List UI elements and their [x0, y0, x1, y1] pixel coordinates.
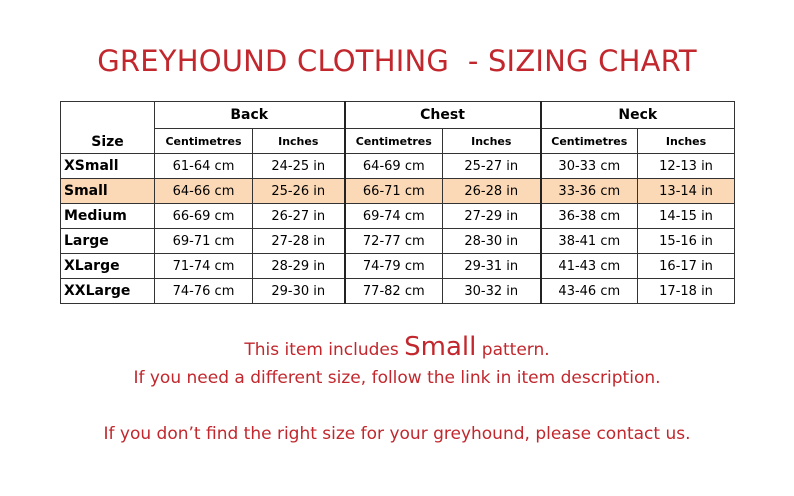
- table-cell: 33-36 cm: [541, 179, 638, 204]
- table-cell: 12-13 in: [638, 154, 735, 179]
- contact-note: If you don’t find the right size for your greyhound, please contact us.: [103, 424, 691, 444]
- table-cell: 77-82 cm: [345, 279, 443, 304]
- table-cell: 43-46 cm: [541, 279, 638, 304]
- table-cell: 29-30 in: [253, 279, 345, 304]
- table-cell: 69-71 cm: [155, 229, 253, 254]
- table-cell: 64-69 cm: [345, 154, 443, 179]
- table-cell: 14-15 in: [638, 204, 735, 229]
- unit-header-back-cm: Centimetres: [155, 129, 253, 154]
- different-size-note: If you need a different size, follow the link in item description.: [133, 368, 661, 388]
- table-cell: 28-29 in: [253, 254, 345, 279]
- table-row: [61, 229, 735, 254]
- table-cell: 13-14 in: [638, 179, 735, 204]
- table-cell: 26-28 in: [443, 179, 541, 204]
- table-cell: 41-43 cm: [541, 254, 638, 279]
- table-cell: 61-64 cm: [155, 154, 253, 179]
- size-name-cell: Small: [61, 179, 155, 204]
- size-name-cell: XXLarge: [61, 279, 155, 304]
- unit-header-back-in: Inches: [253, 129, 345, 154]
- group-header-neck: Neck: [541, 102, 735, 129]
- unit-header-chest-in: Inches: [443, 129, 541, 154]
- table-cell: 74-76 cm: [155, 279, 253, 304]
- table-cell: 66-69 cm: [155, 204, 253, 229]
- sizing-table: [60, 101, 735, 304]
- table-cell: 27-29 in: [443, 204, 541, 229]
- table-cell: 72-77 cm: [345, 229, 443, 254]
- table-cell: 25-27 in: [443, 154, 541, 179]
- table-cell: 36-38 cm: [541, 204, 638, 229]
- unit-header-neck-cm: Centimetres: [541, 129, 638, 154]
- note-suffix: pattern.: [476, 340, 550, 360]
- unit-header-neck-in: Inches: [638, 129, 735, 154]
- table-cell: 30-33 cm: [541, 154, 638, 179]
- table-cell: 38-41 cm: [541, 229, 638, 254]
- table-row-highlighted: [61, 179, 735, 204]
- table-row: [61, 279, 735, 304]
- group-header-row: [61, 102, 735, 129]
- table-cell: 17-18 in: [638, 279, 735, 304]
- note-prefix: This item includes: [244, 340, 405, 360]
- included-pattern-note: [0, 330, 794, 367]
- size-name-cell: XLarge: [61, 254, 155, 279]
- table-cell: 27-28 in: [253, 229, 345, 254]
- group-header-chest: Chest: [345, 102, 541, 129]
- size-name-cell: Medium: [61, 204, 155, 229]
- table-row: [61, 254, 735, 279]
- group-header-back: Back: [155, 102, 345, 129]
- table-row: [61, 204, 735, 229]
- size-column-header: Size: [61, 102, 155, 154]
- size-name-cell: Large: [61, 229, 155, 254]
- table-cell: 16-17 in: [638, 254, 735, 279]
- included-size-label: Small: [404, 332, 477, 362]
- table-cell: 24-25 in: [253, 154, 345, 179]
- table-cell: 29-31 in: [443, 254, 541, 279]
- table-row: [61, 154, 735, 179]
- table-cell: 28-30 in: [443, 229, 541, 254]
- table-cell: 64-66 cm: [155, 179, 253, 204]
- table-cell: 74-79 cm: [345, 254, 443, 279]
- table-cell: 71-74 cm: [155, 254, 253, 279]
- unit-header-chest-cm: Centimetres: [345, 129, 443, 154]
- table-cell: 25-26 in: [253, 179, 345, 204]
- table-cell: 15-16 in: [638, 229, 735, 254]
- page-title: GREYHOUND CLOTHING - SIZING CHART: [97, 44, 697, 78]
- table-cell: 30-32 in: [443, 279, 541, 304]
- table-cell: 26-27 in: [253, 204, 345, 229]
- table-cell: 69-74 cm: [345, 204, 443, 229]
- table-cell: 66-71 cm: [345, 179, 443, 204]
- unit-header-row: [61, 129, 735, 154]
- size-name-cell: XSmall: [61, 154, 155, 179]
